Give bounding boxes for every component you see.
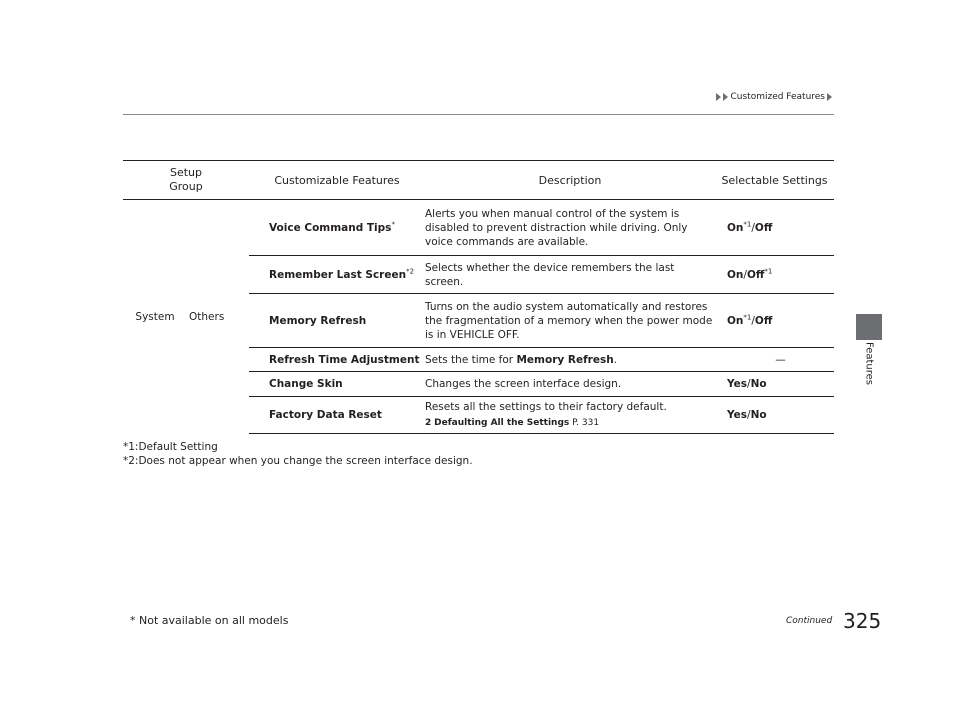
page-number: 325 — [843, 609, 882, 633]
breadcrumb-arrow-icon — [716, 93, 721, 101]
feature-description: Selects whether the device remembers the last screen. — [425, 256, 715, 294]
footnotes — [123, 440, 473, 468]
group-system: System — [135, 310, 175, 323]
header-divider — [123, 114, 834, 115]
feature-name: Factory Data Reset — [249, 397, 425, 434]
selectable-setting: — — [715, 348, 834, 372]
continued-label: Continued — [786, 616, 833, 626]
selectable-setting: On$^{*1}$/Off — [715, 294, 834, 348]
section-tab — [855, 342, 883, 402]
table-row — [123, 200, 834, 256]
availability-note: * Not available on all models — [130, 614, 289, 627]
feature-description: Sets the time for Memory Refresh. — [425, 348, 715, 372]
selectable-setting: Yes/No — [715, 372, 834, 397]
feature-name: Voice Command Tips* — [249, 200, 425, 256]
feature-description: Resets all the settings to their factory default. 2 Defaulting All the Settings P. 331 — [425, 397, 715, 434]
footnote-skin-note: *2:Does not appear when you change the screen interface design. — [123, 455, 473, 467]
customizable-features-table — [123, 160, 834, 434]
selectable-setting: On$^{*1}$/Off — [715, 200, 834, 256]
cross-reference-link[interactable]: 2 Defaulting All the Settings P. 331 — [425, 418, 600, 428]
breadcrumb-arrow-icon — [827, 93, 832, 101]
breadcrumb-text[interactable]: Customized Features — [730, 92, 825, 102]
section-tab-marker — [856, 314, 882, 340]
breadcrumb — [716, 92, 832, 102]
feature-name: Remember Last Screen$^{*2}$ — [249, 256, 425, 294]
col-header-description: Description — [425, 161, 715, 200]
footnote-default-setting: *1:Default Setting — [123, 441, 218, 453]
selectable-setting: Yes/No — [715, 397, 834, 434]
feature-name: Change Skin — [249, 372, 425, 397]
breadcrumb-arrow-icon — [723, 93, 728, 101]
xref-arrow-icon: 2 — [425, 418, 432, 428]
table-header-row — [123, 161, 834, 200]
col-header-selectable-settings: Selectable Settings — [715, 161, 834, 200]
col-header-customizable-features: Customizable Features — [249, 161, 425, 200]
feature-description: Turns on the audio system automatically and restores the fragmentation of a memory when the power mode is in VEHICLE OFF. — [425, 294, 715, 348]
col-header-setup-group: Setup Group — [123, 161, 249, 200]
feature-description: Alerts you when manual control of the system is disabled to prevent distraction while driving. Only voice commands are available. — [425, 200, 715, 256]
selectable-setting: On/Off$^{*1}$ — [715, 256, 834, 294]
feature-name: Memory Refresh — [249, 294, 425, 348]
feature-description: Changes the screen interface design. — [425, 372, 715, 397]
section-tab-label: Features — [863, 342, 875, 385]
feature-name: Refresh Time Adjustment — [249, 348, 425, 372]
group-others: Others — [189, 310, 225, 323]
